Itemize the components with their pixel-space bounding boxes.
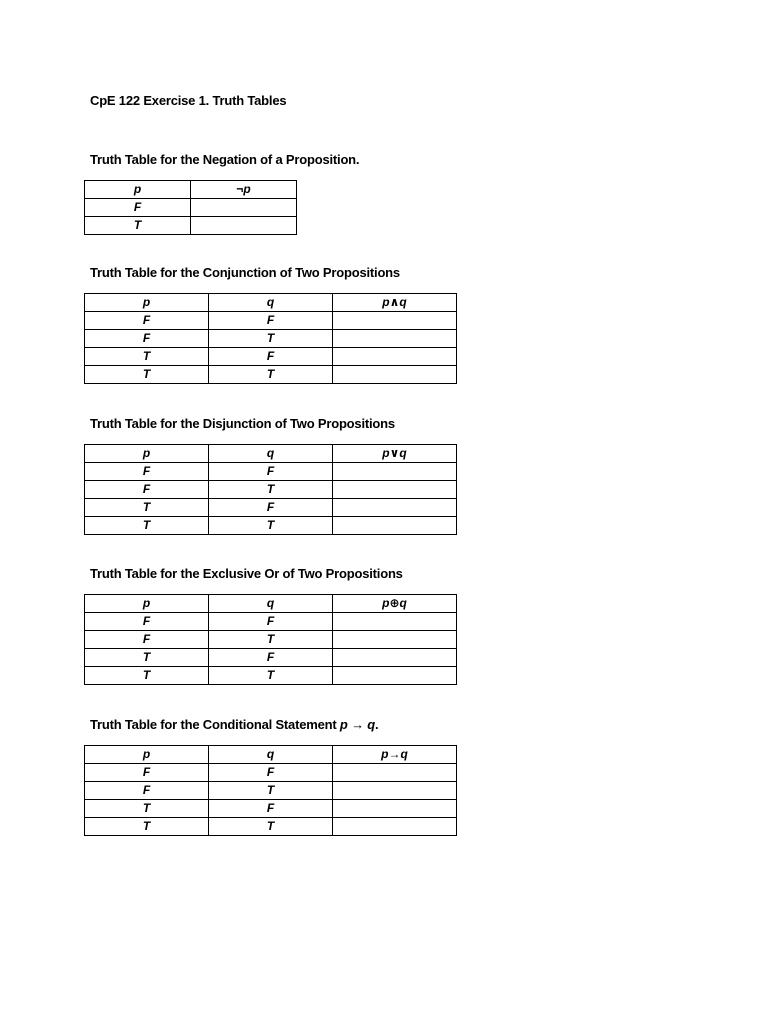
disjunction-heading: Truth Table for the Disjunction of Two Propositions <box>90 416 395 431</box>
table-cell: F <box>209 499 333 517</box>
table-cell: T <box>209 481 333 499</box>
header-cell: q <box>209 746 333 764</box>
header-cell: q <box>209 595 333 613</box>
answer-cell <box>333 517 457 535</box>
table-cell: F <box>209 649 333 667</box>
table-row <box>85 312 457 330</box>
table-row <box>85 463 457 481</box>
table-cell: F <box>85 312 209 330</box>
table-row <box>85 631 457 649</box>
table-cell: F <box>85 631 209 649</box>
table-row <box>85 800 457 818</box>
conditional-truth-table <box>84 745 457 836</box>
table-row <box>85 818 457 836</box>
answer-cell <box>333 366 457 384</box>
header-cell: q <box>209 445 333 463</box>
table-row <box>85 199 297 217</box>
table-cell: F <box>209 764 333 782</box>
header-cell: p→q <box>333 746 457 764</box>
exclusive-or-heading: Truth Table for the Exclusive Or of Two Propositions <box>90 566 403 581</box>
conditional-heading-period: . <box>375 717 379 732</box>
table-cell: F <box>209 800 333 818</box>
table-cell: T <box>85 800 209 818</box>
table-cell: T <box>85 818 209 836</box>
document-title: CpE 122 Exercise 1. Truth Tables <box>90 93 287 108</box>
table-header-row <box>85 595 457 613</box>
table-cell: F <box>85 613 209 631</box>
table-cell: T <box>209 818 333 836</box>
table-row <box>85 517 457 535</box>
table-cell: T <box>209 782 333 800</box>
table-cell: T <box>209 366 333 384</box>
table-cell: T <box>85 649 209 667</box>
header-cell: p <box>85 595 209 613</box>
table-row <box>85 481 457 499</box>
header-cell: p <box>85 181 191 199</box>
answer-cell <box>333 481 457 499</box>
header-cell: p∨q <box>333 445 457 463</box>
header-cell: p <box>85 294 209 312</box>
negation-truth-table <box>84 180 297 235</box>
answer-cell <box>333 818 457 836</box>
answer-cell <box>191 217 297 235</box>
answer-cell <box>333 463 457 481</box>
conditional-heading-text: Truth Table for the Conditional Statement <box>90 717 340 732</box>
table-cell: T <box>85 517 209 535</box>
table-row <box>85 366 457 384</box>
table-cell: F <box>85 764 209 782</box>
conjunction-truth-table <box>84 293 457 384</box>
table-row <box>85 499 457 517</box>
table-cell: F <box>209 613 333 631</box>
header-cell: ¬p <box>191 181 297 199</box>
table-cell: F <box>85 199 191 217</box>
table-header-row <box>85 445 457 463</box>
table-row <box>85 667 457 685</box>
answer-cell <box>333 330 457 348</box>
table-header-row <box>85 181 297 199</box>
disjunction-truth-table <box>84 444 457 535</box>
table-row <box>85 330 457 348</box>
table-header-row <box>85 746 457 764</box>
table-cell: F <box>209 312 333 330</box>
answer-cell <box>333 800 457 818</box>
answer-cell <box>333 649 457 667</box>
table-row <box>85 613 457 631</box>
conditional-heading-expression: p → q <box>339 717 376 732</box>
table-cell: T <box>209 517 333 535</box>
table-cell: F <box>85 463 209 481</box>
exclusive-or-truth-table <box>84 594 457 685</box>
table-cell: T <box>85 366 209 384</box>
conditional-heading <box>90 717 378 732</box>
answer-cell <box>333 613 457 631</box>
table-row <box>85 764 457 782</box>
table-cell: F <box>85 481 209 499</box>
answer-cell <box>333 631 457 649</box>
table-cell: T <box>85 348 209 366</box>
answer-cell <box>333 667 457 685</box>
header-cell: q <box>209 294 333 312</box>
table-cell: T <box>209 667 333 685</box>
answer-cell <box>333 312 457 330</box>
table-cell: T <box>209 330 333 348</box>
header-cell: p <box>85 746 209 764</box>
answer-cell <box>333 499 457 517</box>
table-cell: F <box>85 782 209 800</box>
table-row <box>85 348 457 366</box>
answer-cell <box>333 348 457 366</box>
table-cell: T <box>85 217 191 235</box>
table-cell: F <box>85 330 209 348</box>
table-row <box>85 782 457 800</box>
table-row <box>85 649 457 667</box>
answer-cell <box>333 782 457 800</box>
header-cell: p⊕q <box>333 595 457 613</box>
answer-cell <box>333 764 457 782</box>
table-row <box>85 217 297 235</box>
table-cell: T <box>85 499 209 517</box>
table-cell: F <box>209 463 333 481</box>
conjunction-heading: Truth Table for the Conjunction of Two Propositions <box>90 265 400 280</box>
header-cell: p <box>85 445 209 463</box>
negation-heading: Truth Table for the Negation of a Proposition. <box>90 152 360 167</box>
table-header-row <box>85 294 457 312</box>
table-cell: T <box>85 667 209 685</box>
answer-cell <box>191 199 297 217</box>
table-cell: T <box>209 631 333 649</box>
table-cell: F <box>209 348 333 366</box>
header-cell: p∧q <box>333 294 457 312</box>
